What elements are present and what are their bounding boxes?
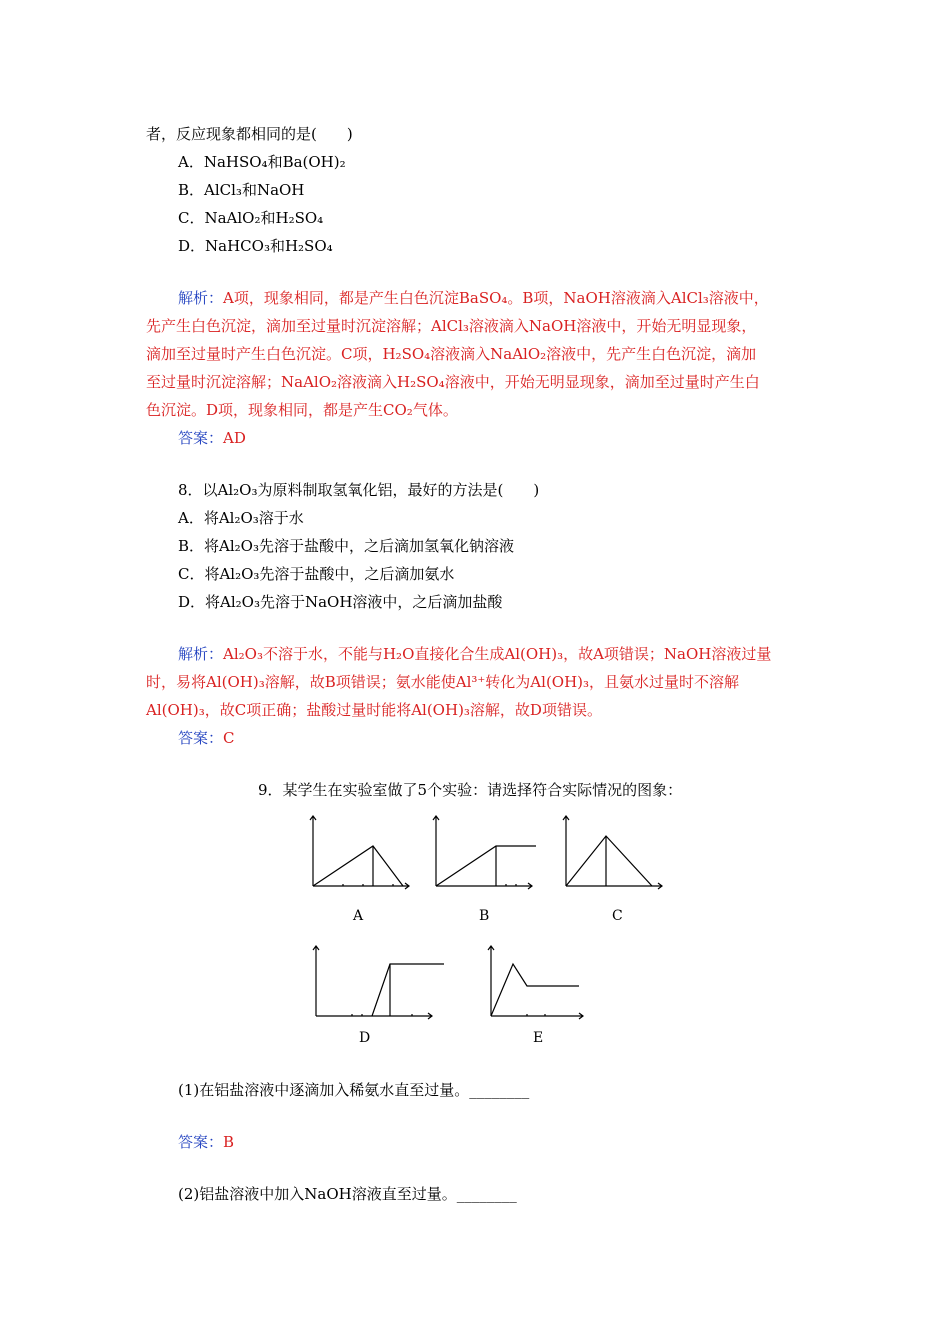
q8-analysis-line: 时，易将Al(OH)₃溶解，故B项错误；氨水能使Al³⁺转化为Al(OH)₃，且氨水过量时不溶解 xyxy=(146,673,740,691)
q7-analysis-line: 色沉淀。D项，现象相同，都是产生CO₂气体。 xyxy=(146,401,458,419)
q7-answer-value: AD xyxy=(223,429,246,447)
curve xyxy=(491,964,579,1016)
q8-analysis-first-line xyxy=(178,644,771,664)
q8-answer xyxy=(178,728,235,748)
q8-option-b: B．将Al₂O₃先溶于盐酸中，之后滴加氢氧化钠溶液 xyxy=(178,537,514,555)
q8-analysis-line: Al₂O₃不溶于水，不能与H₂O直接化合生成Al(OH)₃，故A项错误；NaOH溶液过量 xyxy=(223,645,772,663)
q7-analysis-line: A项，现象相同，都是产生白色沉淀BaSO₄。B项，NaOH溶液滴入AlCl₃溶液中， xyxy=(223,289,769,307)
graph-a xyxy=(305,812,415,892)
q9-answer1-label: 答案： xyxy=(178,1133,224,1151)
q7-analysis-line: 先产生白色沉淀，滴加至过量时沉淀溶解；AlCl₃溶液滴入NaOH溶液中，开始无明显现象， xyxy=(146,317,757,335)
q8-analysis-label: 解析： xyxy=(178,645,224,663)
curve xyxy=(436,846,536,886)
q7-option-c: C．NaAlO₂和H₂SO₄ xyxy=(178,209,324,227)
q9-sub2: (2)铝盐溶液中加入NaOH溶液直至过量。________ xyxy=(178,1185,517,1203)
graph-d xyxy=(308,944,448,1024)
q7-stem: 者，反应现象都相同的是( ) xyxy=(146,125,353,143)
q9-sub1: (1)在铝盐溶液中逐滴加入稀氨水直至过量。________ xyxy=(178,1081,530,1099)
curve xyxy=(372,964,444,1016)
graph-c xyxy=(558,812,668,892)
graph-b xyxy=(428,812,543,892)
q8-option-a: A．将Al₂O₃溶于水 xyxy=(178,509,304,527)
curve xyxy=(566,836,652,886)
q7-option-a: A．NaHSO₄和Ba(OH)₂ xyxy=(178,153,346,171)
q9-stem: 9．某学生在实验室做了5个实验：请选择符合实际情况的图象： xyxy=(258,781,683,799)
q8-answer-label: 答案： xyxy=(178,729,224,747)
q9-answer1-value: B xyxy=(223,1133,235,1151)
graph-b-label: B xyxy=(479,908,490,924)
q7-analysis-label: 解析： xyxy=(178,289,224,307)
graph-c-label: C xyxy=(612,908,623,924)
q8-option-d: D．将Al₂O₃先溶于NaOH溶液中，之后滴加盐酸 xyxy=(178,593,503,611)
q7-analysis-first-line xyxy=(178,288,769,308)
q7-answer-label: 答案： xyxy=(178,429,224,447)
q7-answer xyxy=(178,428,246,448)
q7-option-d: D．NaHCO₃和H₂SO₄ xyxy=(178,237,333,255)
q7-analysis-line: 至过量时沉淀溶解；NaAlO₂溶液滴入H₂SO₄溶液中，开始无明显现象，滴加至过量时产生白 xyxy=(146,373,760,391)
q7-option-b: B．AlCl₃和NaOH xyxy=(178,181,305,199)
q7-analysis-line: 滴加至过量时产生白色沉淀。C项，H₂SO₄溶液滴入NaAlO₂溶液中，先产生白色沉淀，滴加 xyxy=(146,345,757,363)
graph-d-label: D xyxy=(359,1030,371,1046)
q8-stem: 8．以Al₂O₃为原料制取氢氧化铝，最好的方法是( ) xyxy=(178,481,540,499)
q9-answer1 xyxy=(178,1132,234,1152)
curve xyxy=(313,846,403,886)
q8-answer-value: C xyxy=(223,729,235,747)
graph-a-label: A xyxy=(353,908,364,924)
q8-analysis-line: Al(OH)₃，故C项正确；盐酸过量时能将Al(OH)₃溶解，故D项错误。 xyxy=(146,701,602,719)
graph-e xyxy=(483,944,588,1024)
graph-e-label: E xyxy=(533,1030,544,1046)
q8-option-c: C．将Al₂O₃先溶于盐酸中，之后滴加氨水 xyxy=(178,565,455,583)
